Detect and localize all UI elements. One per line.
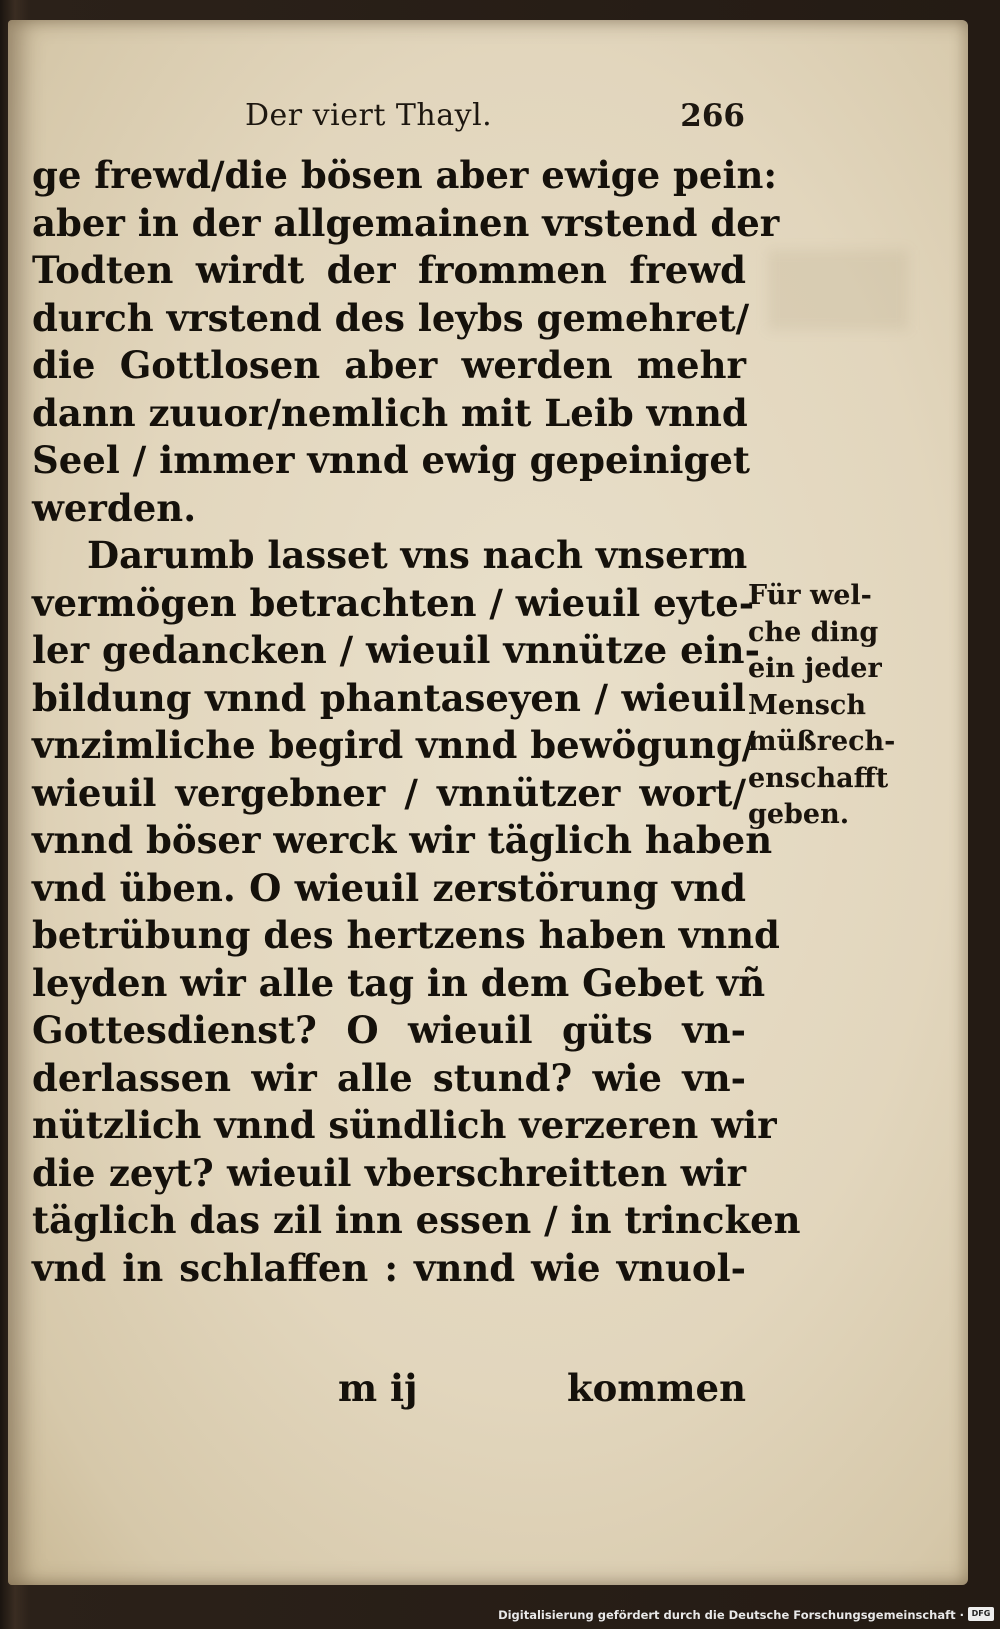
margin-line: müßrech- <box>748 726 896 757</box>
text-line: Seel / immer vnnd ewig gepeiniget <box>32 438 750 482</box>
margin-line: che ding <box>748 616 879 648</box>
text-line: vnd üben. O wieuil zerstörung vnd <box>32 865 746 910</box>
text-line: Gottesdienst? O wieuil güts vn- <box>32 1008 746 1052</box>
text-line: betrübung des hertzens haben vnnd <box>32 913 780 957</box>
digitization-credit: Digitalisierung gefördert durch die Deutsche Forschungsgemeinschaft · <box>498 1608 964 1622</box>
text-line: durch vrstend des leybs gemehret/ <box>32 295 750 340</box>
text-line: Todten wirdt der frommen frewd <box>32 248 746 292</box>
text-line: die zeyt? wieuil vberschreitten wir <box>32 1150 746 1195</box>
text-line: dann zuuor/nemlich mit Leib vnnd <box>32 390 748 435</box>
margin-line: Mensch <box>748 689 866 721</box>
margin-line: Für wel- <box>748 580 872 611</box>
text-line: ge frewd/die bösen aber ewige pein: <box>32 153 778 197</box>
show-through-ink <box>768 250 908 330</box>
marginal-note <box>748 578 898 834</box>
signature-mark: m ij <box>338 1366 418 1410</box>
text-line: vnzimliche begird vnnd bewögung/ <box>32 723 756 767</box>
running-head: Der viert Thayl. <box>245 98 493 133</box>
page-footer <box>338 1366 746 1416</box>
text-line: ler gedancken / wieuil vnnütze ein- <box>32 628 760 672</box>
text-line: bildung vnnd phantaseyen / wieuil <box>32 675 746 720</box>
text-line: nützlich vnnd sündlich verzeren wir <box>32 1103 777 1147</box>
page-header <box>245 98 745 148</box>
dfg-logo: DFG <box>968 1607 994 1621</box>
margin-line: geben. <box>748 799 850 830</box>
text-line: Darumb lasset vns nach vnserm <box>87 533 748 577</box>
catchword: kommen <box>566 1366 746 1410</box>
page-number: 266 <box>680 98 745 134</box>
text-line: die Gottlosen aber werden mehr <box>32 343 746 387</box>
text-line: aber in der allgemainen vrstend der <box>32 200 780 245</box>
text-line: leyden wir alle tag in dem Gebet vñ <box>32 960 766 1005</box>
text-line: vnnd böser werck wir täglich haben <box>32 818 773 862</box>
text-line: derlassen wir alle stund? wie vn- <box>32 1055 746 1100</box>
margin-line: enschafft <box>748 762 889 794</box>
text-line: werden. <box>32 485 197 530</box>
text-line: vnd in schlaffen : vnnd wie vnuol- <box>32 1245 746 1290</box>
text-line: vermögen betrachten / wieuil eyte- <box>32 580 755 625</box>
text-line: wieuil vergebner / vnnützer wort/ <box>32 770 746 815</box>
text-line: täglich das zil inn essen / in trincken <box>32 1198 801 1242</box>
margin-line: ein jeder <box>748 653 882 684</box>
